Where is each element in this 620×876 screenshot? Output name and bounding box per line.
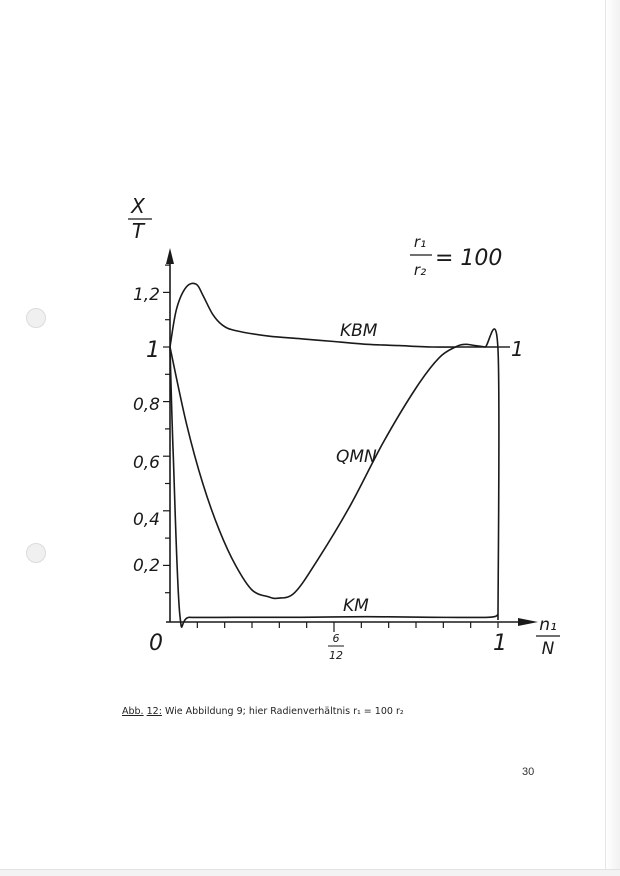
caption-number: 12: (146, 706, 162, 717)
series-line-km (170, 347, 498, 627)
y-axis-ticks (163, 265, 170, 593)
caption-abb: Abb. (122, 706, 144, 717)
y-tick-label-0.8: 0,8 (132, 395, 160, 415)
x-axis-label-denominator: N (541, 639, 555, 659)
x-tick-label-mid-numerator: 6 (332, 632, 340, 645)
page-number: 30 (522, 766, 535, 778)
series-label-km: KM (343, 596, 369, 616)
x-tick-label-1: 1 (493, 631, 507, 656)
y-axis-label-numerator: X (131, 194, 145, 218)
y-tick-label-1: 1 (146, 338, 160, 363)
right-marker-label: 1 (511, 337, 524, 361)
y-tick-label-1.2: 1,2 (132, 285, 160, 305)
x-tick-label-mid-denominator: 12 (329, 649, 343, 662)
page-bottom-edge (0, 869, 620, 876)
ratio-label-value: = 100 (435, 246, 503, 271)
x-axis-arrow (518, 618, 538, 626)
series-label-qmn: QMN (336, 447, 377, 467)
page-edge (605, 0, 620, 876)
y-axis-label-denominator: T (131, 219, 145, 243)
series-line-qmn (170, 329, 499, 620)
y-tick-label-0.2: 0,2 (132, 556, 160, 576)
x-axis-label-numerator: n₁ (539, 615, 557, 635)
figure-caption (122, 706, 404, 717)
y-tick-label-0.4: 0,4 (132, 510, 160, 530)
series-line-kbm (170, 283, 498, 347)
ratio-label-denominator: r₂ (413, 261, 427, 279)
x-axis-ticks (197, 622, 498, 632)
y-tick-label-0.6: 0,6 (132, 453, 160, 473)
x-tick-label-0: 0 (149, 631, 163, 656)
ratio-label-numerator: r₁ (413, 233, 427, 251)
y-axis-arrow (166, 248, 174, 264)
caption-text: Wie Abbildung 9; hier Radienverhältnis r₁ = 100 r₂ (161, 706, 404, 717)
series-label-kbm: KBM (340, 321, 378, 341)
